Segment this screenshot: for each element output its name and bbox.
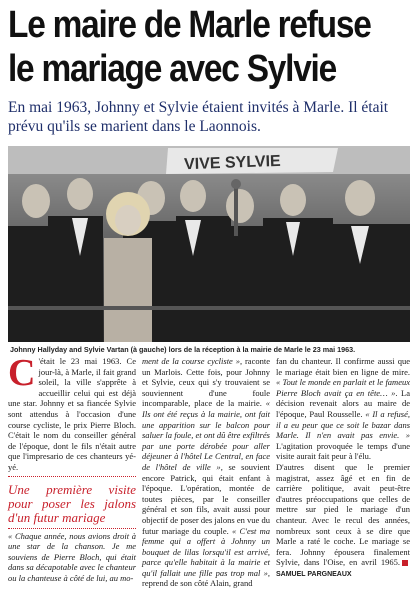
quote-text: « Ils ont été reçus à la mairie, ont fait une apparition sur le balcon pour saluer la foule, et ont dû être exfiltrés par une porte dérobée pour aller déjeuner à l'hôtel Le Central, en face de l'hôtel de ville » [142, 398, 270, 472]
photo-banner: VIVE SYLVIE [183, 152, 281, 174]
end-mark-icon [402, 560, 408, 566]
paragraph-text: D'autres disent que le premier magistrat, assez âgé et en fin de carrière politique, avait peut-être d'autres préoccupations que celles de mettre sur pied le mariage d'un chanteur. Avec le recul des années, nombreux sont ceux à se dire que Marle a raté le coche. Le mariage se fera. Johnny épousera finalement Sylvie, dans l'Oise, en avril 1965. [276, 461, 410, 568]
headline-line-2: le mariage avec Sylvie [8, 48, 336, 90]
article-paragraph-1 [8, 352, 136, 473]
article-deck: En mai 1963, Johnny et Sylvie étaient invités à Marle. Il était prévu qu'ils se marient dans le Laonnois. [8, 99, 389, 135]
paragraph-text: , se souvient encore Patrick, qui était enfant à l'époque. L'opération, montée de toutes pièces, par le conseiller général et son fils, avait aussi pour objectif de poser des jalons en vue du futur mariage du couple. [142, 461, 270, 536]
divider [8, 476, 136, 477]
paragraph-text: 'était le 23 mai 1963. Ce jour-là, à Marle, il fait grand soleil, la ville s'apprête à accueillir celui qui est déjà une star. Johnny et sa fiancée Sylvie sont attendus à l'occasion d'une course cycliste, le prix Pierre Bloch. C'était le nom du conseiller général de l'époque, dont le fils n'était autre que l'impresario de ces chanteurs yé-yé. [8, 356, 136, 472]
article-byline: SAMUEL PARGNEAUX [276, 570, 352, 578]
article-paragraph-2: « Chaque année, nous avions droit à une star de la chanson. Je me souviens de Pierre Bloch, qui était dans sa décapotable avec le chanteur ou la chanteuse à côté de lui, au mo- [8, 530, 136, 583]
article-subhead: Une première visite pour poser les jalons d'un futur mariage [8, 481, 136, 525]
article-paragraph-4 [276, 356, 410, 462]
article-paragraph-3 [142, 356, 270, 589]
paragraph-text: , reprend de son côté Alain, grand [142, 567, 270, 589]
divider [8, 528, 136, 529]
article-headline [8, 3, 413, 91]
article-photo [8, 146, 410, 342]
article-paragraph-5 [276, 462, 410, 581]
article-column-3 [276, 356, 410, 580]
drop-cap: C [8, 352, 36, 394]
quote-text: « Il a refusé, il a eu peur que ce soit le bazar dans Marle. Il n'en avait pas envie. » [276, 408, 411, 441]
paragraph-text: , raconte un Marlois. Cette fois, pour Johnny et Sylvie, ceux qui s'y trouvaient se souviennent d'une foule incomparable, place de la mairie. [142, 356, 270, 409]
paragraph-text: L'agitation provoquée le temps d'une visite aurait fait peur à l'élu. [276, 440, 410, 462]
quote-text: « Tout le monde en parlait et le fameux Pierre Bloch avait ça en tête… » [276, 377, 410, 398]
photo-caption: Johnny Hallyday and Sylvie Vartan (à gauche) lors de la réception à la mairie de Marle le 23 mai 1963. [10, 345, 356, 354]
paragraph-text: . La décision revenait alors au maire de l'époque, Paul Rousselle. [276, 387, 411, 419]
paragraph-text: fan du chanteur. Il confirme aussi que le mariage était bien en ligne de mire. [276, 356, 410, 377]
quote-text: « C'est ma femme qui a offert à Johnny un bouquet de lilas lorsqu'il est arrivé, parce qu'elle habitait à la mairie et qu'il fallait une fille pas trop mal » [142, 525, 270, 578]
article-column-1 [8, 352, 136, 584]
article-column-2 [142, 356, 270, 589]
quote-text: ment de la course cycliste » [142, 356, 240, 366]
headline-line-1: Le maire de Marle refuse [8, 4, 371, 46]
photo-illustration [8, 146, 410, 342]
